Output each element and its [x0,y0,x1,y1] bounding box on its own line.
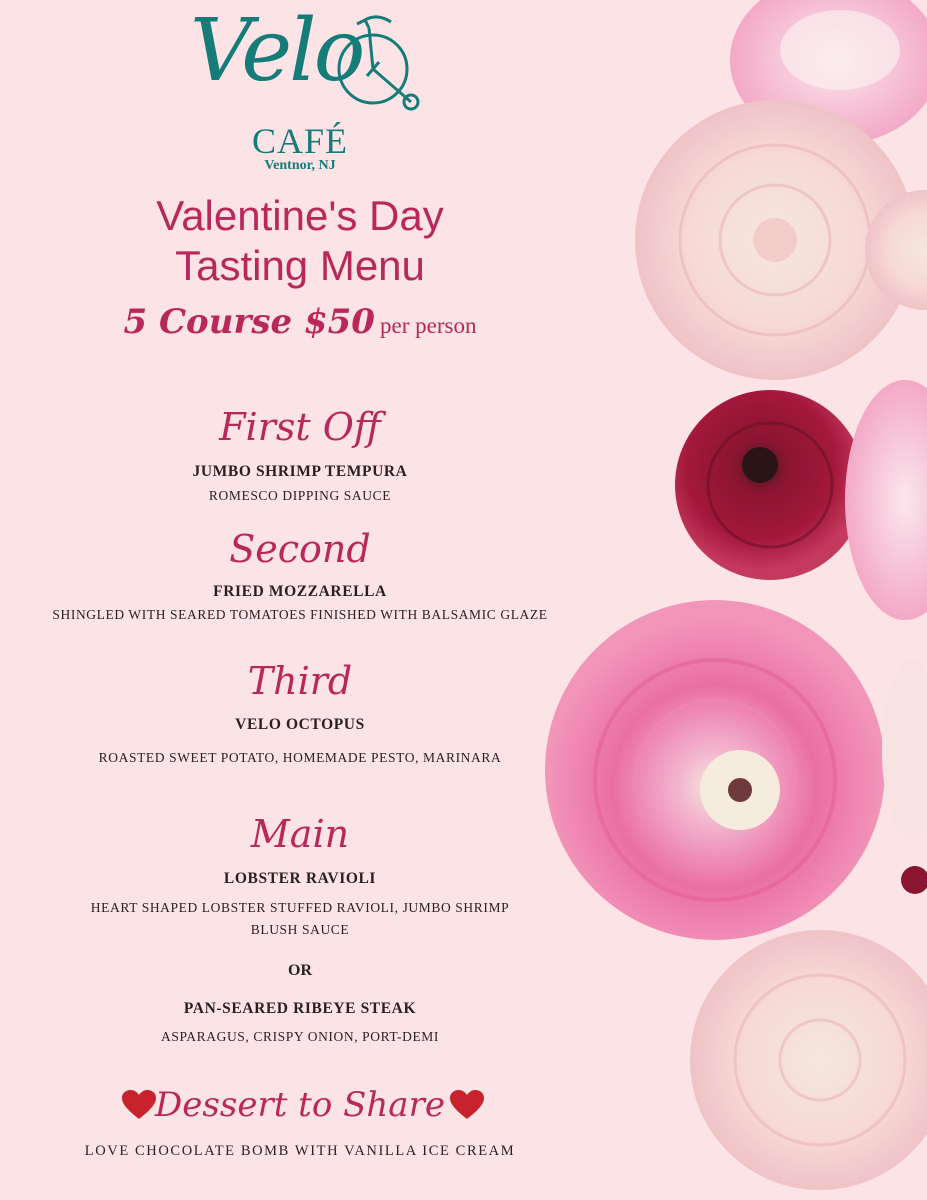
course-heading-first: First Off [219,405,381,449]
dish-desc: ASPARAGUS, CRISPY ONION, PORT-DEMI [160,1029,440,1044]
dish-desc: BLUSH SAUCE [250,922,350,937]
course-heading-main: Main [250,812,350,856]
dish-name: JUMBO SHRIMP TEMPURA [192,463,408,480]
course-heading-third: Third [247,659,353,703]
dish-name: VELO OCTOPUS [235,716,365,733]
course-heading-second: Second [229,527,371,571]
price-suffix: per person [380,313,477,338]
dish-name: FRIED MOZZARELLA [213,583,387,600]
dish-desc: ROMESCO DIPPING SAUCE [208,488,392,503]
logo-name: Velo [190,1,363,101]
bicycle-icon [335,14,425,114]
price-line [20,302,580,342]
dish-name: PAN-SEARED RIBEYE STEAK [183,1000,417,1017]
dish-desc: SHINGLED WITH SEARED TOMATOES FINISHED WITH BALSAMIC GLAZE [52,607,548,622]
heart-icon [450,1090,484,1120]
dish-desc: HEART SHAPED LOBSTER STUFFED RAVIOLI, JUMBO SHRIMP [90,900,510,915]
dish-name: LOBSTER RAVIOLI [223,870,377,887]
or-separator: OR [288,962,312,979]
dish-desc: ROASTED SWEET POTATO, HOMEMADE PESTO, MARINARA [98,750,502,765]
cafe-logo [190,1,430,173]
logo-location: Ventnor, NJ [264,158,336,173]
price: 5 Course $50 [123,302,375,342]
dish-name: LOVE CHOCOLATE BOMB WITH VANILLA ICE CREAM [84,1143,516,1159]
logo-subtitle: CAFÉ [251,121,349,161]
page-title-line1: Valentine's Day [156,192,444,239]
page-title-line2: Tasting Menu [175,242,425,289]
course-heading-dessert: Dessert to Share [155,1085,445,1125]
